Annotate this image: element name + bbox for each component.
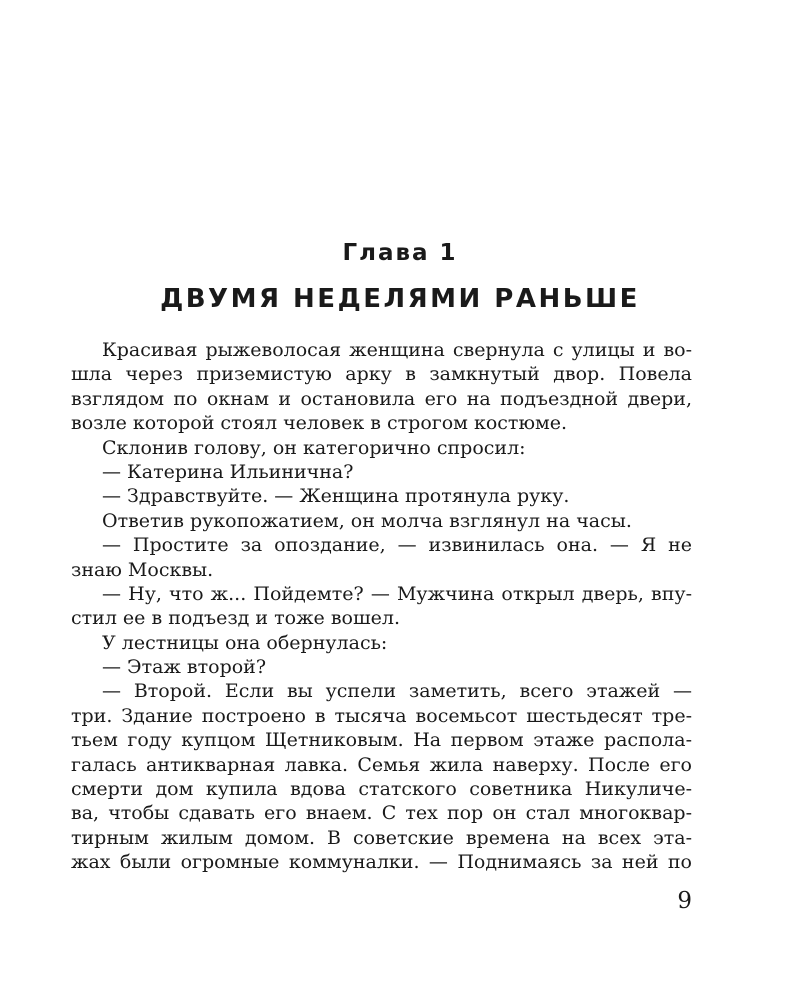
text-line: три. Здание построено в тысяча восемьсот шестьдесят тре- (71, 704, 692, 727)
text-line: тьем году купцом Щетниковым. На первом этаже распола- (71, 729, 692, 752)
text-line: — Второй. Если вы успели заметить, всего этажей — (102, 680, 692, 703)
text-line: жах были огромные коммуналки. — Поднимаясь за ней по (71, 851, 692, 874)
text-line: — Этаж второй? (102, 656, 267, 679)
text-line: ва, чтобы сдавать его внаем. С тех пор он стал многоквар- (71, 802, 692, 825)
text-line: У лестницы она обернулась: (102, 631, 388, 654)
text-line: — Ну, что ж... Пойдемте? — Мужчина открыл дверь, впу- (102, 582, 692, 605)
text-line: смерти дом купила вдова статского советника Никуличе- (71, 778, 692, 801)
page-number: 9 (677, 888, 692, 914)
chapter-title: ДВУМЯ НЕДЕЛЯМИ РАНЬШЕ (160, 284, 640, 314)
text-line: — Здравствуйте. — Женщина протянула руку. (102, 485, 570, 508)
text-line: знаю Москвы. (71, 558, 214, 581)
text-line: стил ее в подъезд и тоже вошел. (71, 607, 400, 630)
text-line: Красивая рыжеволосая женщина свернула с улицы и во- (102, 339, 692, 361)
body-text (71, 338, 692, 875)
text-line: Ответив рукопожатием, он молча взглянул на часы. (102, 509, 632, 532)
text-line: Склонив голову, он категорично спросил: (102, 436, 526, 459)
text-line: шла через приземистую арку в замкнутый двор. Повела (71, 363, 692, 386)
text-line: — Катерина Ильинична? (102, 460, 354, 483)
chapter-label: Глава 1 (342, 240, 458, 266)
text-line: галась антикварная лавка. Семья жила наверху. После его (71, 753, 692, 776)
text-line: возле которой стоял человек в строгом костюме. (71, 412, 568, 435)
text-line: тирным жилым домом. В советские времена на всех эта- (71, 826, 692, 849)
text-line: взглядом по окнам и остановила его на подъездной двери, (71, 387, 692, 410)
text-line: — Простите за опоздание, — извинилась она. — Я не (102, 534, 692, 557)
